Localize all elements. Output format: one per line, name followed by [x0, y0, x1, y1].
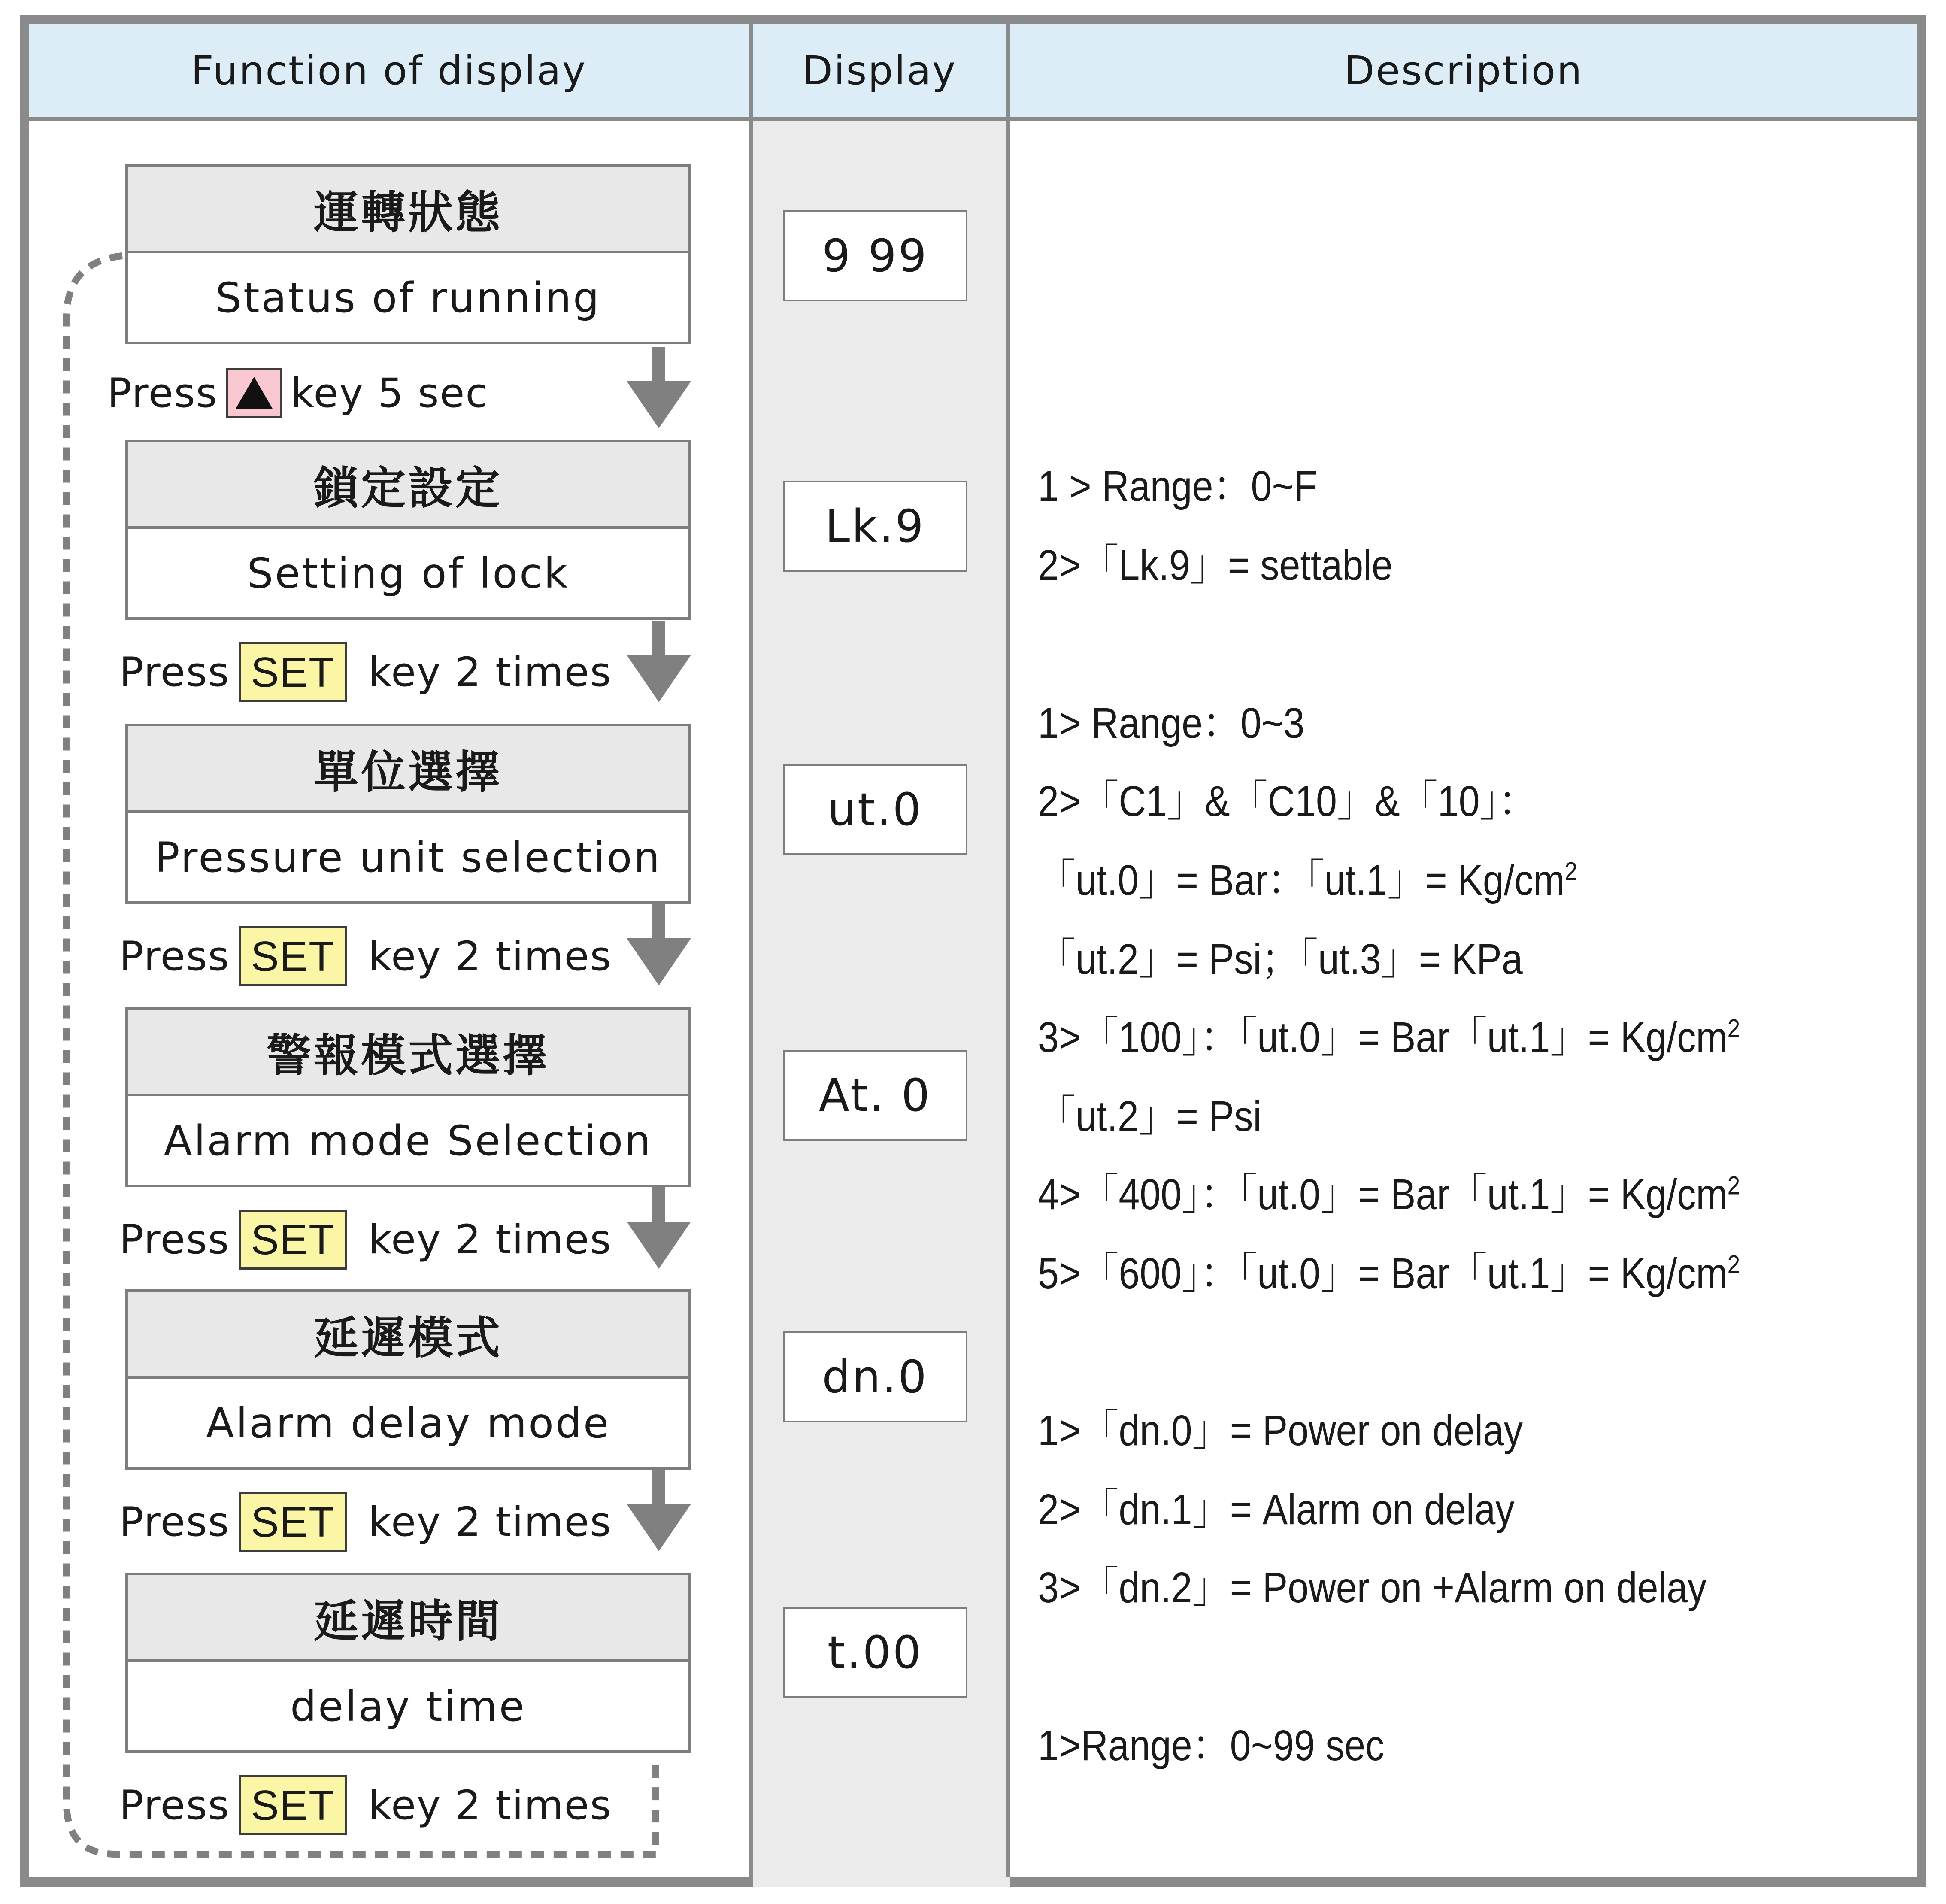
- step-title-en: delay time: [290, 1683, 526, 1731]
- step-title-cn: 單位選擇: [128, 726, 688, 813]
- step-title-cn: 延遲時間: [128, 1575, 688, 1662]
- down-arrow-icon: [627, 1187, 691, 1271]
- press-prefix: Press: [119, 1782, 230, 1829]
- display-readout: At. 0: [783, 1050, 967, 1141]
- press-instruction: [107, 363, 488, 423]
- description-line: 5>「600」：「ut.0」= Bar「ut.1」= $Kg/cm^2$: [1038, 1249, 1740, 1298]
- up-key-button: [226, 368, 282, 418]
- description-line: 1>「dn.0」= Power on delay: [1038, 1407, 1523, 1455]
- description-line: 「ut.2」= Psi；「ut.3」= KPa: [1038, 935, 1523, 983]
- step-title-en: Alarm mode Selection: [164, 1117, 653, 1165]
- press-prefix: Press: [119, 1498, 230, 1546]
- description-line: 1>Range：0~99 sec: [1038, 1722, 1385, 1770]
- header-display: Display: [802, 47, 957, 94]
- header-function: Function of display: [191, 47, 587, 94]
- set-key-button: SET: [239, 1775, 347, 1835]
- description-line: 4>「400」：「ut.0」= Bar「ut.1」= $Kg/cm^2$: [1038, 1170, 1740, 1219]
- display-readout: Lk.9: [783, 481, 967, 572]
- step-box-setting-lock: [125, 440, 691, 620]
- description-line: 「ut.0」= Bar：「ut.1」= $Kg/cm^2$: [1038, 856, 1577, 904]
- step-box-alarm-delay-mode: [125, 1289, 691, 1470]
- press-instruction: [119, 1492, 612, 1552]
- header-description: Description: [1344, 47, 1583, 94]
- set-key-button: SET: [239, 642, 347, 702]
- step-title-cn: 延遲模式: [128, 1292, 688, 1379]
- step-title-cn: 運轉狀態: [128, 167, 688, 253]
- set-key-button: SET: [239, 1492, 347, 1552]
- press-prefix: Press: [119, 1216, 230, 1263]
- display-readout: t.00: [783, 1607, 967, 1698]
- description-line: 「ut.2」= Psi: [1038, 1092, 1261, 1140]
- press-instruction: [119, 1775, 612, 1835]
- step-box-status-running: [125, 164, 691, 344]
- press-instruction: [119, 926, 612, 986]
- description-line: 1> Range：0~3: [1038, 699, 1305, 747]
- display-readout: ut.0: [783, 764, 967, 855]
- press-instruction: [119, 1210, 612, 1270]
- display-readout: 9 99: [783, 210, 967, 301]
- press-instruction: [119, 642, 612, 702]
- description-line: 2>「dn.1」= Alarm on delay: [1038, 1486, 1515, 1534]
- press-suffix: key 2 times: [368, 1498, 612, 1546]
- step-box-alarm-mode: [125, 1007, 691, 1187]
- set-key-button: SET: [239, 1210, 347, 1270]
- down-arrow-icon: [627, 904, 691, 988]
- step-title-en: Pressure unit selection: [155, 834, 662, 882]
- step-box-delay-time: [125, 1573, 691, 1753]
- press-suffix: key 2 times: [368, 1782, 612, 1829]
- step-title-cn: 警報模式選擇: [128, 1010, 688, 1096]
- display-readout: dn.0: [783, 1331, 967, 1422]
- down-arrow-icon: [627, 621, 691, 705]
- press-prefix: Press: [107, 370, 218, 417]
- press-prefix: Press: [119, 933, 230, 980]
- description-line: 2>「Lk.9」= settable: [1038, 541, 1393, 589]
- step-title-en: Setting of lock: [247, 549, 570, 597]
- press-suffix: key 2 times: [368, 1216, 612, 1263]
- press-prefix: Press: [119, 649, 230, 696]
- description-line: 3>「100」：「ut.0」= Bar「ut.1」= $Kg/cm^2$: [1038, 1013, 1740, 1061]
- step-title-en: Alarm delay mode: [206, 1399, 611, 1447]
- down-arrow-icon: [627, 347, 691, 431]
- press-suffix: key 2 times: [368, 933, 612, 980]
- step-box-pressure-unit: [125, 724, 691, 904]
- description-line: 3>「dn.2」= Power on +Alarm on delay: [1038, 1564, 1707, 1612]
- up-triangle-icon: [233, 375, 275, 411]
- description-line: 2>「C1」&「C10」&「10」：: [1038, 777, 1537, 825]
- press-suffix: key 5 sec: [291, 370, 489, 417]
- description-line: 1 > Range：0~F: [1038, 462, 1317, 510]
- press-suffix: key 2 times: [368, 649, 612, 696]
- down-arrow-icon: [627, 1470, 691, 1554]
- step-title-cn: 鎖定設定: [128, 442, 688, 529]
- set-key-button: SET: [239, 926, 347, 986]
- step-title-en: Status of running: [215, 274, 601, 322]
